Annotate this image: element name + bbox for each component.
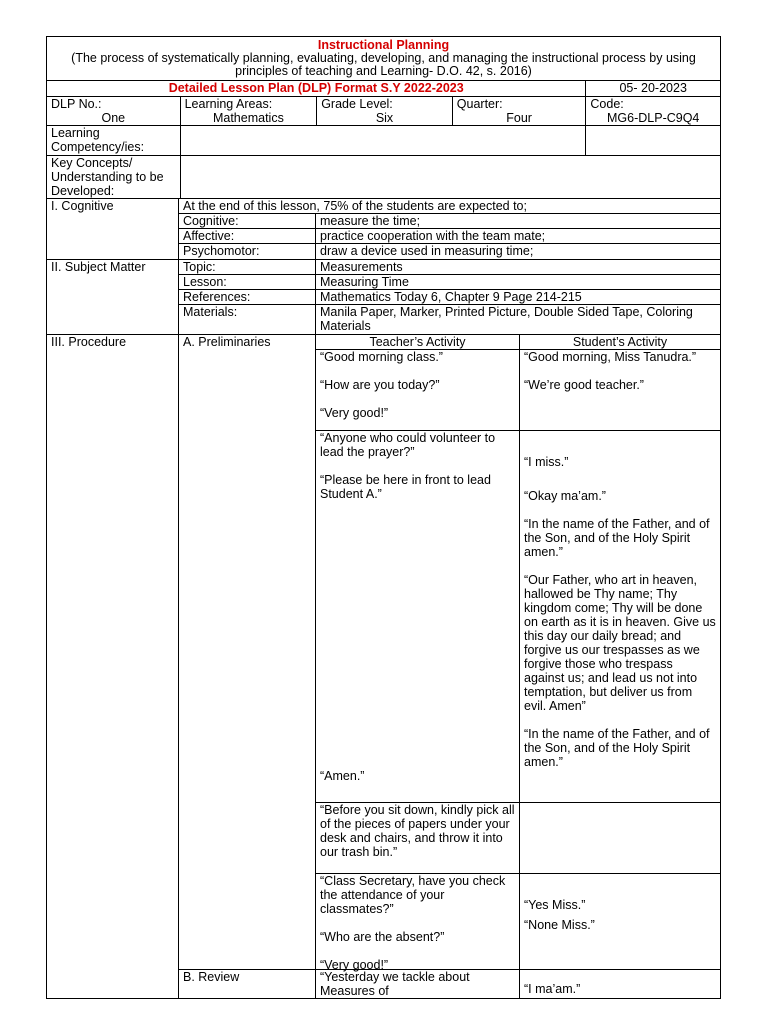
format-row [47,81,720,97]
objectives-section [47,199,720,260]
objectives-body [179,199,720,259]
title-row [47,37,720,81]
format-label: Detailed Lesson Plan (DLP) Format S.Y 2022-2023 [47,81,586,96]
student-activity-header: Student’s Activity [572,335,668,349]
teacher-activity: “Anyone who could volunteer to lead the prayer?” “Please be here in front to lead Student A.” “Amen.” [316,431,520,802]
student-activity [520,803,720,873]
document-subtitle: (The process of systematically planning, evaluating, developing, and managing the instructional process by using principles of teaching and Learning- D.O. 42, s. 2016) [71,51,696,78]
prayer-block [316,431,720,803]
subject-item: References: Mathematics Today 6, Chapter 9 Page 214-215 [179,290,720,305]
code-label: Code: [590,97,624,111]
key-concepts-row [47,156,720,199]
subject-body [179,260,720,334]
preliminaries-label: A. Preliminaries [179,335,316,969]
area-value: Mathematics [212,111,284,125]
subject-item: Materials: Manila Paper, Marker, Printed Picture, Double Sided Tape, Coloring Materials [179,305,720,334]
quarter-label: Quarter: [456,97,503,111]
procedure-body [179,335,720,998]
code-value: MG6-DLP-C9Q4 [607,111,700,125]
preliminaries-activities [316,335,720,972]
teacher-activity: “Good morning class.” “How are you today?” “Very good!” [316,350,520,430]
competency-label: Learning Competency/ies: [47,126,181,155]
teacher-activity: “Class Secretary, have you check the attendance of your classmates?” “Who are the absent?” “Very good!” [316,874,520,969]
procedure-section-label: III. Procedure [47,335,179,998]
dlp-cell [47,97,181,125]
competency-value [181,126,587,155]
student-activity: “I miss.” “Okay ma’am.” “In the name of the Father, and of the Son, and of the Holy Spirit amen.” “Our Father, who art in heaven, hallowed be Thy name; Thy kingdom come; Thy will be done on earth as it is in heaven. Give us this day our daily bread; and forgive us our trespasses as we forgive those who trespass against us; and lead us not into temptation, but deliver us from evil. Amen” “In the name of the Father, and of the Son, and of the Holy Spirit amen.” [524,455,716,769]
review-block [179,970,720,998]
student-activity: “Good morning, Miss Tanudra.” “We’re good teacher.” [524,350,697,392]
dlp-value: One [101,111,126,125]
grade-label: Grade Level: [321,97,393,111]
cleanliness-block [316,803,720,874]
grade-value: Six [375,111,394,125]
objective-item: Cognitive: measure the time; [179,214,720,229]
subject-section-label: II. Subject Matter [47,260,179,334]
info-row [47,97,720,126]
subject-item: Topic: Measurements [179,260,720,275]
procedure-section [47,335,720,998]
quarter-cell [453,97,587,125]
objectives-intro: At the end of this lesson, 75% of the students are expected to; [183,199,527,213]
objective-item: Psychomotor: draw a device used in measuring time; [179,244,720,259]
student-activity: “Yes Miss.” “None Miss.” [524,898,595,932]
activity-header-row [316,335,720,350]
lesson-plan-document [46,36,721,999]
area-label: Learning Areas: [184,97,273,111]
grade-cell [317,97,453,125]
teacher-activity: “Yesterday we tackle about Measures of [316,970,520,998]
objective-item: Affective: practice cooperation with the team mate; [179,229,720,244]
subject-item: Lesson: Measuring Time [179,275,720,290]
subject-section [47,260,720,335]
review-label: B. Review [179,970,316,998]
attendance-block [316,874,720,972]
dlp-label: DLP No.: [51,97,102,111]
date-value: 05- 20-2023 [619,81,687,95]
competency-row [47,126,720,156]
quarter-value: Four [506,111,532,125]
key-concepts-label: Key Concepts/ Understanding to be Developed: [47,156,181,198]
competency-extra [586,126,720,155]
document-title: Instructional Planning [317,38,450,52]
key-concepts-value [181,156,720,198]
preliminaries-block [179,335,720,970]
greeting-block [316,350,720,431]
code-cell [586,97,720,125]
teacher-activity-header: Teacher’s Activity [316,335,520,349]
teacher-activity: “Before you sit down, kindly pick all of the pieces of papers under your desk and chairs, and throw it into our trash bin.” [316,803,520,873]
student-activity: “I ma’am.” [524,982,581,996]
area-cell [181,97,318,125]
objectives-section-label: I. Cognitive [47,199,179,259]
